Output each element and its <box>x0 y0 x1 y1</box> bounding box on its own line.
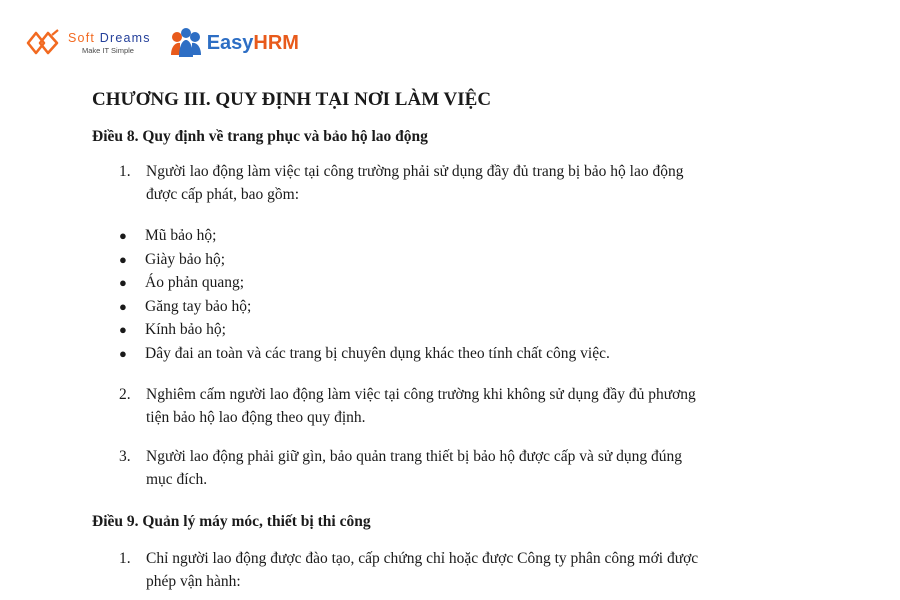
list-item-text: Dây đai an toàn và các trang bị chuyên dụng khác theo tính chất công việc. <box>145 344 610 362</box>
softdreams-tagline: Make IT Simple <box>82 46 134 55</box>
article-9-item-1 <box>92 547 832 593</box>
softdreams-logo-icon <box>24 26 62 60</box>
item-text-line: phép vận hành: <box>146 573 241 590</box>
item-number: 1. <box>119 550 131 567</box>
item-text-line: Chỉ người lao động được đào tạo, cấp chứng chỉ hoặc được Công ty phân công mới được <box>146 550 699 567</box>
document-body <box>92 86 832 593</box>
article-8-heading: Điều 8. Quy định về trang phục và bảo hộ lao động <box>92 128 428 145</box>
item-text-line: mục đích. <box>146 471 208 488</box>
list-item-text: Giày bảo hộ; <box>145 250 226 268</box>
list-item <box>92 248 832 272</box>
item-text-line: Nghiêm cấm người lao động làm việc tại công trường khi không sử dụng đầy đủ phương <box>146 386 696 403</box>
header-logos <box>24 26 299 60</box>
item-number: 1. <box>119 163 131 180</box>
list-item-text: Mũ bảo hộ; <box>145 227 217 244</box>
list-item-text: Găng tay bảo hộ; <box>145 297 252 315</box>
list-item <box>92 318 832 342</box>
item-number: 2. <box>119 386 131 403</box>
bullet-icon: ● <box>119 228 127 243</box>
list-item <box>92 271 832 295</box>
article-9-heading: Điều 9. Quản lý máy móc, thiết bị thi công <box>92 513 371 530</box>
protective-equipment-list <box>92 224 832 365</box>
bullet-icon: ● <box>119 275 127 290</box>
item-text-line: Người lao động làm việc tại công trường phải sử dụng đầy đủ trang bị bảo hộ lao động <box>146 163 684 180</box>
bullet-icon: ● <box>119 345 127 361</box>
article-8-item-3 <box>92 445 832 491</box>
softdreams-logo <box>24 26 151 60</box>
softdreams-soft-text: Soft <box>68 30 96 45</box>
softdreams-dreams-text: Dreams <box>99 30 151 45</box>
easyhrm-logo <box>169 27 299 59</box>
bullet-icon: ● <box>119 298 127 314</box>
bullet-icon: ● <box>119 251 127 267</box>
item-text-line: tiện bảo hộ lao động theo quy định. <box>146 409 366 426</box>
chapter-title: CHƯƠNG III. QUY ĐỊNH TẠI NƠI LÀM VIỆC <box>92 89 492 110</box>
article-8-item-1 <box>92 160 832 206</box>
easyhrm-hrm-text: HRM <box>253 31 299 54</box>
list-item <box>92 295 832 319</box>
list-item-text: Kính bảo hộ; <box>145 321 226 338</box>
list-item <box>92 342 832 366</box>
bullet-icon: ● <box>119 322 127 337</box>
item-number: 3. <box>119 448 131 465</box>
easyhrm-easy-text: Easy <box>206 31 254 54</box>
list-item <box>92 224 832 248</box>
list-item-text: Áo phản quang; <box>145 274 245 291</box>
item-text-line: được cấp phát, bao gồm: <box>146 186 300 203</box>
article-8-item-2 <box>92 383 832 429</box>
easyhrm-logo-icon <box>169 27 203 59</box>
item-text-line: Người lao động phải giữ gìn, bảo quản trang thiết bị bảo hộ được cấp và sử dụng đúng <box>146 448 682 465</box>
